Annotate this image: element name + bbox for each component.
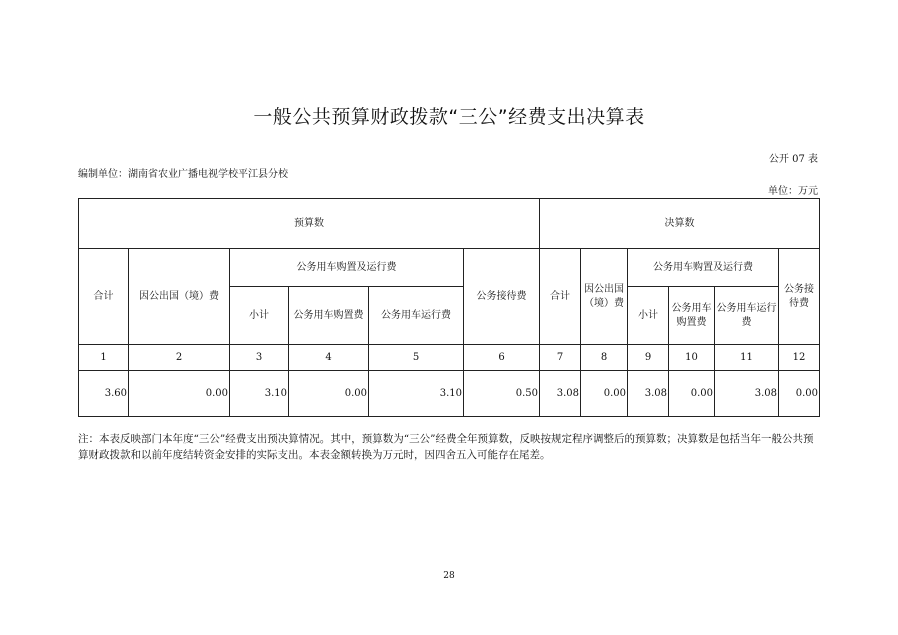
- data-cell: 3.10: [369, 371, 464, 417]
- table-note: 注：本表反映部门本年度“三公”经费支出预决算情况。其中，预算数为“三公”经费全年预算数，反映按规定程序调整后的预算数；决算数是包括当年一般公共预算财政拨款和以前年度结转资金安排的实际支出。本表金额转换为万元时，因四舍五入可能存在尾差。: [78, 433, 814, 461]
- data-cell: 3.08: [540, 371, 581, 417]
- compiling-unit-name: 湖南省农业广播电视学校平江县分校: [128, 169, 288, 180]
- data-cell: 0.00: [289, 371, 369, 417]
- final-reception-header: 公务接待费: [779, 249, 820, 345]
- index-cell: 8: [581, 345, 628, 371]
- final-vehicle-operation-header: 公务用车运行费: [715, 287, 779, 345]
- budget-group-header: 预算数: [79, 199, 540, 249]
- form-code: 公开 07 表: [768, 154, 818, 165]
- budget-reception-header: 公务接待费: [464, 249, 540, 345]
- final-group-header: 决算数: [540, 199, 820, 249]
- index-cell: 4: [289, 345, 369, 371]
- index-row: [79, 345, 820, 371]
- index-cell: 5: [369, 345, 464, 371]
- page-number: 28: [443, 571, 455, 581]
- data-cell: 3.08: [715, 371, 779, 417]
- index-cell: 10: [669, 345, 715, 371]
- budget-vehicle-group-header: 公务用车购置及运行费: [230, 249, 464, 287]
- budget-subtotal-header: 小计: [230, 287, 289, 345]
- budget-vehicle-purchase-header: 公务用车购置费: [289, 287, 369, 345]
- index-cell: 2: [129, 345, 230, 371]
- final-abroad-header: 因公出国（境）费: [581, 249, 628, 345]
- index-cell: 3: [230, 345, 289, 371]
- budget-total-header: 合计: [79, 249, 129, 345]
- data-cell: 0.00: [669, 371, 715, 417]
- data-cell: 3.08: [628, 371, 669, 417]
- index-cell: 12: [779, 345, 820, 371]
- data-cell: 3.60: [79, 371, 129, 417]
- document-title: 一般公共预算财政拨款“三公”经费支出决算表: [253, 106, 645, 128]
- group-header-row: [79, 199, 820, 249]
- three-public-expenses-table: [78, 198, 820, 417]
- data-cell: 3.10: [230, 371, 289, 417]
- data-cell: 0.00: [779, 371, 820, 417]
- final-vehicle-group-header: 公务用车购置及运行费: [628, 249, 779, 287]
- index-cell: 11: [715, 345, 779, 371]
- column-header-row-1: [79, 249, 820, 287]
- index-cell: 6: [464, 345, 540, 371]
- data-cell: 0.00: [581, 371, 628, 417]
- final-vehicle-purchase-header: 公务用车购置费: [669, 287, 715, 345]
- index-cell: 1: [79, 345, 129, 371]
- budget-abroad-header: 因公出国（境）费: [129, 249, 230, 345]
- compiling-unit-prefix: 编制单位：: [78, 169, 128, 180]
- budget-vehicle-operation-header: 公务用车运行费: [369, 287, 464, 345]
- index-cell: 7: [540, 345, 581, 371]
- index-cell: 9: [628, 345, 669, 371]
- compiling-unit: [78, 167, 318, 182]
- data-cell: 0.00: [129, 371, 230, 417]
- final-subtotal-header: 小计: [628, 287, 669, 345]
- final-total-header: 合计: [540, 249, 581, 345]
- currency-unit: 单位：万元: [768, 186, 818, 197]
- data-row: [79, 371, 820, 417]
- data-cell: 0.50: [464, 371, 540, 417]
